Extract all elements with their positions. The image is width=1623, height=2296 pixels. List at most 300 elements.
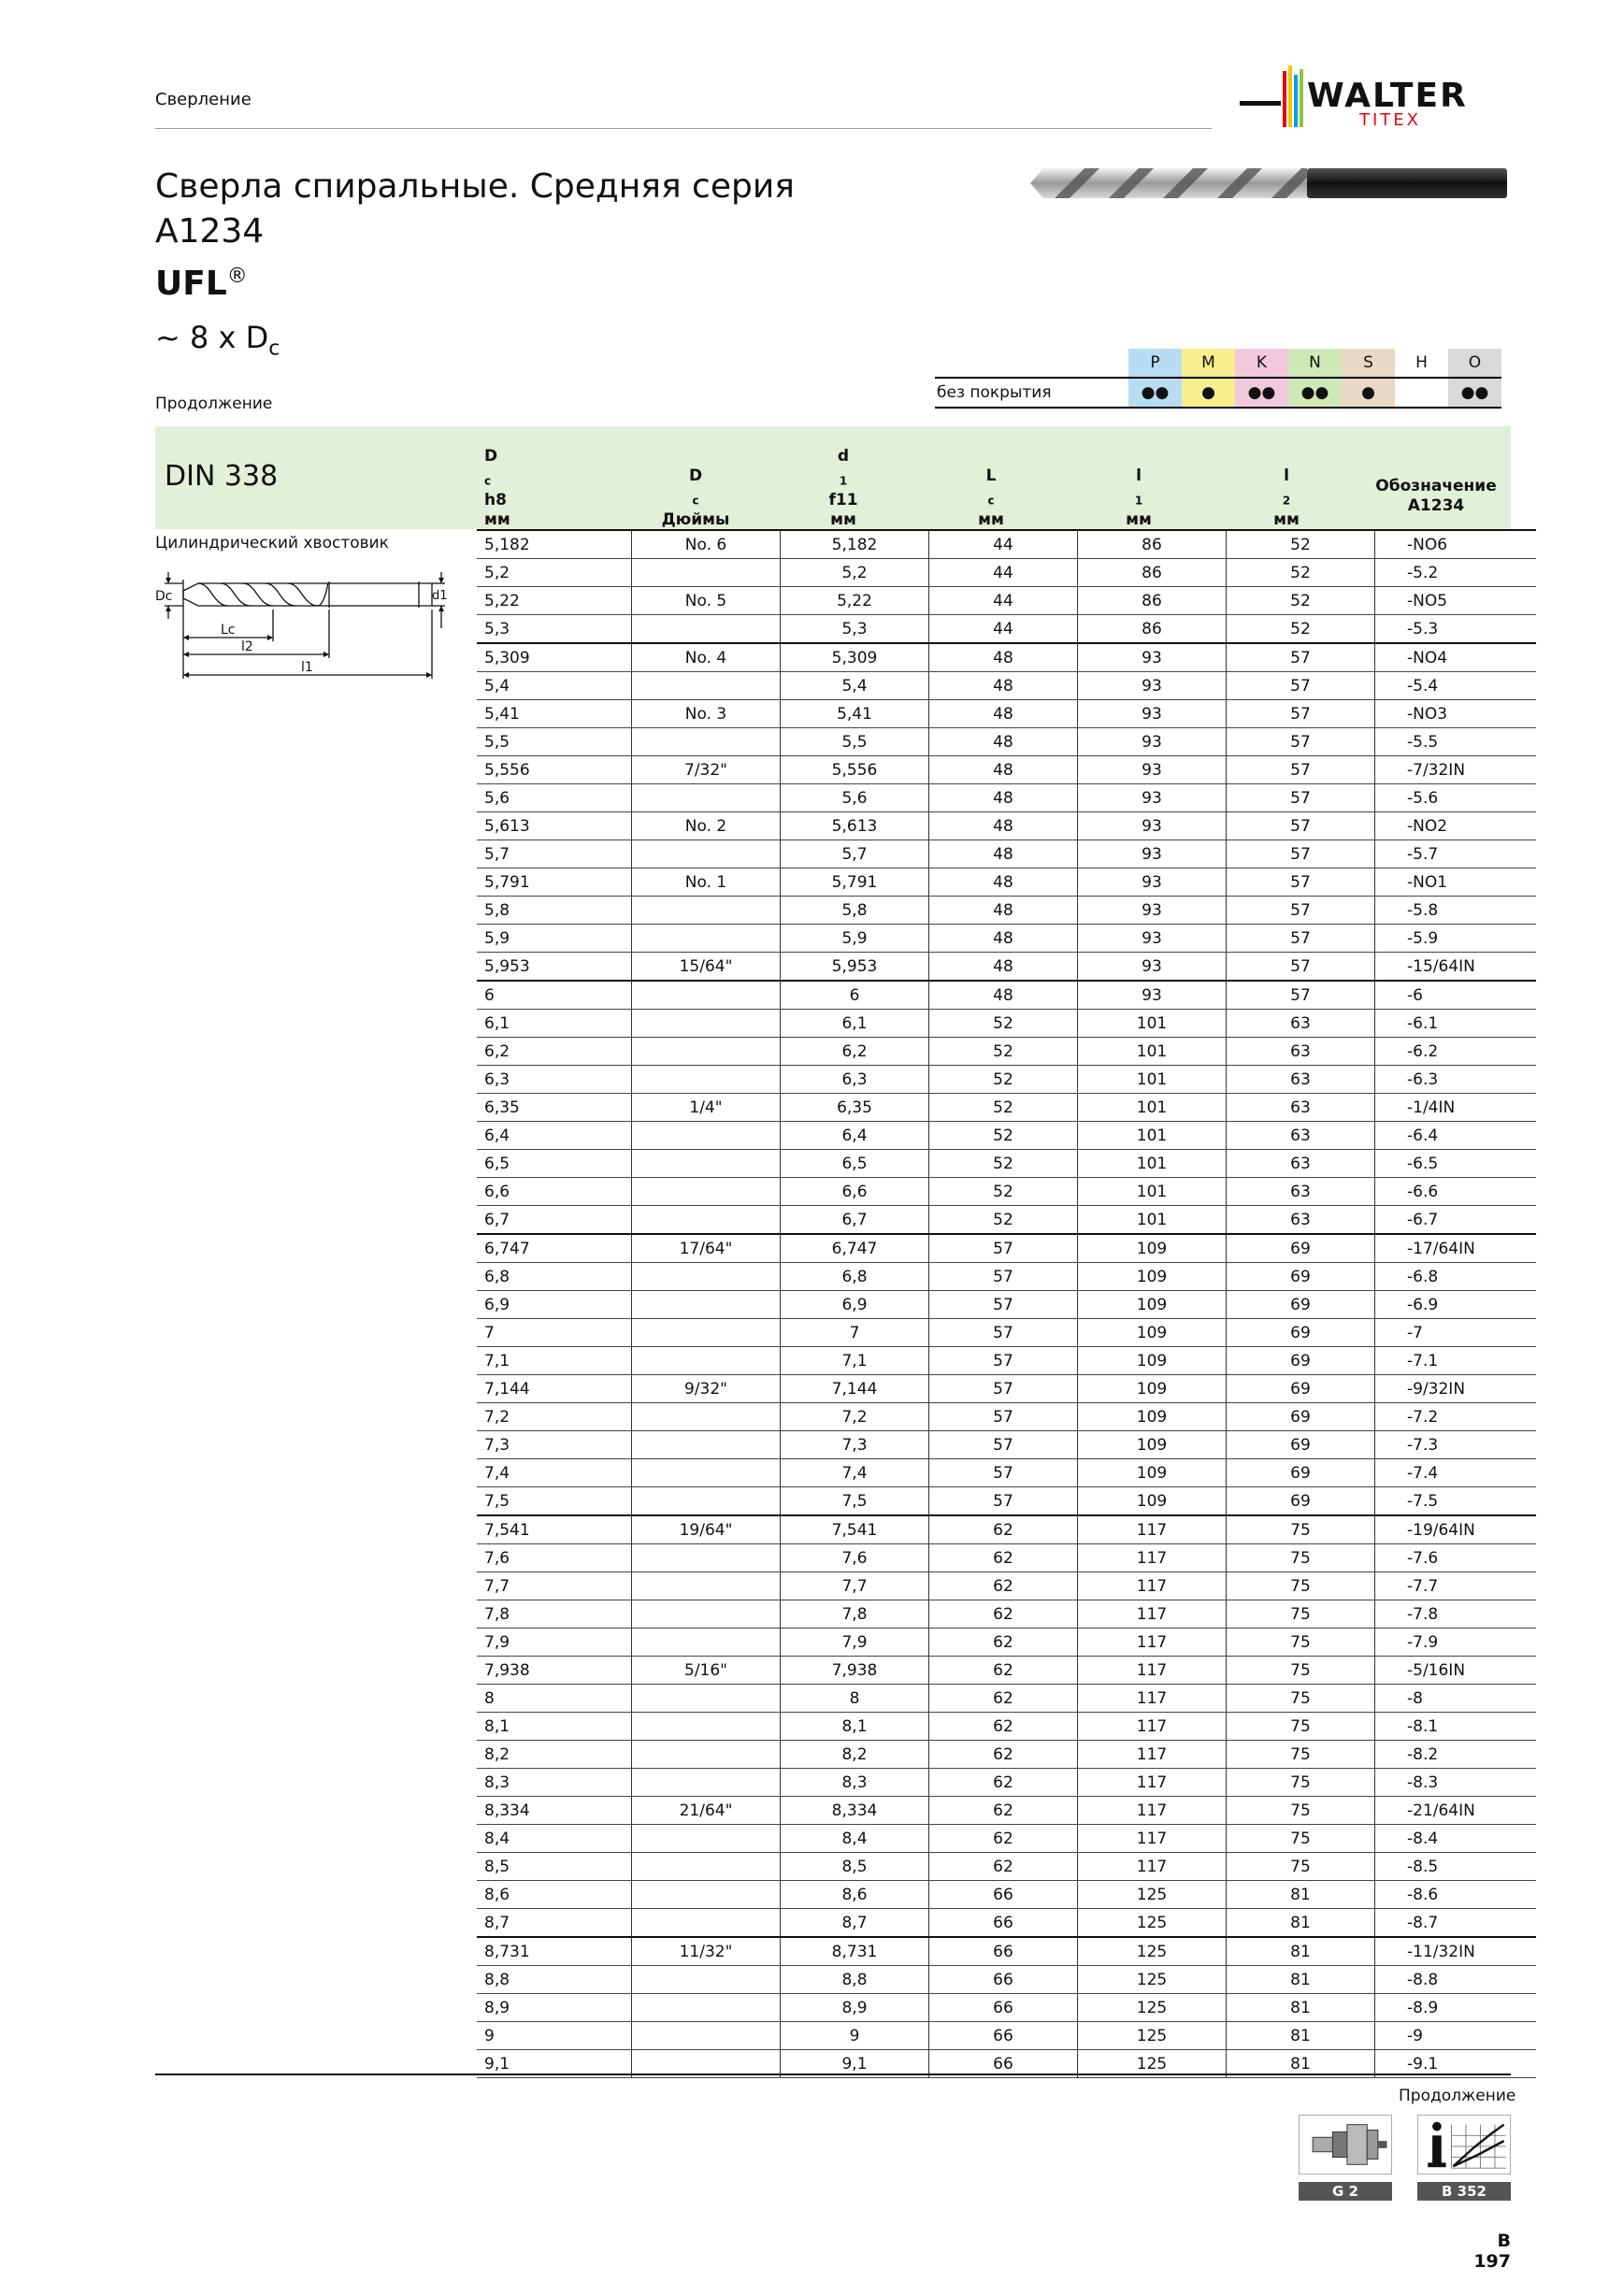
table-cell: 21/64" [632,1797,781,1825]
table-row [477,700,1536,728]
table-cell: 5,3 [477,615,632,644]
table-cell: 8,4 [477,1825,632,1853]
table-cell: 57 [929,1234,1078,1263]
table-cell: 5,613 [477,812,632,840]
table-cell: 52 [929,1178,1078,1206]
table-cell: 57 [929,1459,1078,1487]
table-cell: 7,541 [781,1515,929,1544]
table-cell [632,1544,781,1572]
rating-s: ● [1342,378,1395,408]
table-cell [632,925,781,953]
table-cell: 9/32" [632,1375,781,1403]
table-cell: 69 [1227,1347,1375,1375]
table-cell: 7,5 [477,1487,632,1516]
table-cell: 69 [1227,1291,1375,1319]
table-cell: 117 [1078,1600,1227,1629]
page-number: B 197 [1473,2231,1511,2272]
table-cell [632,981,781,1010]
table-cell [632,1403,781,1431]
table-cell [632,1685,781,1713]
table-row [477,897,1536,925]
ratio-text: ~ 8 x D [155,320,269,355]
table-cell: 57 [929,1347,1078,1375]
table-row [477,1544,1536,1572]
table-cell: 63 [1227,1010,1375,1038]
diagram-label-d1: d1 [432,589,448,603]
table-cell: 52 [929,1010,1078,1038]
table-cell: 48 [929,925,1078,953]
table-cell [632,1629,781,1657]
table-cell: 5,22 [477,587,632,615]
table-cell [632,1909,781,1938]
table-cell: 57 [1227,981,1375,1010]
table-cell: 66 [929,1909,1078,1938]
title-line-2: A1234 [155,212,265,251]
table-cell: 117 [1078,1713,1227,1741]
table-cell: 7/32" [632,756,781,784]
table-cell: 1/4" [632,1094,781,1122]
table-row [477,1150,1536,1178]
table-cell: -6.8 [1375,1263,1537,1291]
table-row [477,1572,1536,1600]
table-cell [632,1010,781,1038]
diagram-label-l1: l1 [301,660,313,675]
table-cell: 52 [929,1038,1078,1066]
table-cell: 7,3 [781,1431,929,1459]
table-cell: 52 [929,1122,1078,1150]
rating-o: ●● [1448,378,1501,408]
table-cell: 5,309 [477,643,632,672]
table-cell: 6,9 [477,1291,632,1319]
table-cell [632,1347,781,1375]
table-row [477,2022,1536,2050]
table-cell: 8,731 [477,1937,632,1966]
table-cell: 9,1 [477,2050,632,2078]
table-row [477,1010,1536,1038]
table-cell: 6,4 [477,1122,632,1150]
table-cell: 101 [1078,1038,1227,1066]
table-cell [632,1881,781,1909]
table-cell: 66 [929,2050,1078,2078]
diagram-label-lc: Lc [221,623,236,638]
table-cell [632,1966,781,1994]
table-cell [632,1122,781,1150]
table-cell: 101 [1078,1150,1227,1178]
table-cell: 8,7 [477,1909,632,1938]
table-cell: -6.1 [1375,1010,1537,1038]
table-cell: 7 [781,1319,929,1347]
page-title [155,165,795,307]
table-row [477,672,1536,700]
table-cell: 7,541 [477,1515,632,1544]
table-cell: 57 [1227,897,1375,925]
table-cell: 6,3 [781,1066,929,1094]
table-cell: -17/64IN [1375,1234,1537,1263]
table-row [477,1741,1536,1769]
table-cell: 6,6 [781,1178,929,1206]
table-cell: 93 [1078,981,1227,1010]
table-cell: 6,5 [781,1150,929,1178]
material-group-k: K [1235,349,1288,378]
material-group-n: N [1288,349,1342,378]
table-cell [632,1713,781,1741]
table-cell: 8,6 [781,1881,929,1909]
table-cell: 52 [1227,559,1375,587]
table-cell: -8.3 [1375,1769,1537,1797]
table-cell: -7.8 [1375,1600,1537,1629]
table-cell: 7,9 [781,1629,929,1657]
table-row [477,1263,1536,1291]
table-row [477,1431,1536,1459]
table-cell: 109 [1078,1431,1227,1459]
table-cell: 48 [929,897,1078,925]
table-cell: -5.7 [1375,840,1537,868]
table-cell [632,1263,781,1291]
table-cell: -7/32IN [1375,756,1537,784]
table-cell: 66 [929,1966,1078,1994]
table-cell: 57 [929,1403,1078,1431]
table-row [477,1825,1536,1853]
header-l2: l $_2$ мм [1273,466,1300,530]
table-cell: 5,7 [477,840,632,868]
table-cell [632,784,781,812]
table-cell: 7,9 [477,1629,632,1657]
section-label: Сверление [155,90,251,109]
table-cell: 125 [1078,1937,1227,1966]
table-cell: 5,6 [477,784,632,812]
table-cell: 6,7 [781,1206,929,1235]
table-cell: -7.6 [1375,1544,1537,1572]
table-cell: -6.9 [1375,1291,1537,1319]
table-cell: 48 [929,981,1078,1010]
table-cell: 62 [929,1657,1078,1685]
header-dc-h8: D $_c$ h8 мм [484,447,510,530]
table-cell: -8.1 [1375,1713,1537,1741]
table-cell: 75 [1227,1657,1375,1685]
table-cell: -9.1 [1375,2050,1537,2078]
table-cell: -6.5 [1375,1150,1537,1178]
table-cell: 75 [1227,1769,1375,1797]
table-cell: 117 [1078,1629,1227,1657]
table-cell: -8.5 [1375,1853,1537,1881]
table-cell: 62 [929,1515,1078,1544]
table-cell [632,1459,781,1487]
table-cell: 17/64" [632,1234,781,1263]
table-cell: 57 [929,1431,1078,1459]
table-cell: 48 [929,812,1078,840]
table-cell: 48 [929,728,1078,756]
table-cell: 62 [929,1825,1078,1853]
table-cell [632,728,781,756]
table-cell: 7,1 [781,1347,929,1375]
table-row [477,1881,1536,1909]
table-cell: 57 [929,1291,1078,1319]
material-group-o: O [1448,349,1501,378]
table-cell: No. 5 [632,587,781,615]
table-cell: 8,5 [477,1853,632,1881]
rating-h [1395,378,1448,408]
table-row [477,1038,1536,1066]
table-cell: 75 [1227,1544,1375,1572]
table-row [477,1206,1536,1235]
table-cell: 8,5 [781,1853,929,1881]
table-cell: 5,41 [477,700,632,728]
table-cell: 125 [1078,1966,1227,1994]
table-cell: -5.5 [1375,728,1537,756]
table-cell: No. 2 [632,812,781,840]
table-cell: 117 [1078,1544,1227,1572]
table-row [477,868,1536,897]
table-cell: 8,1 [781,1713,929,1741]
table-cell: 6,3 [477,1066,632,1094]
table-cell [632,840,781,868]
table-cell: 6,747 [477,1234,632,1263]
table-cell: 62 [929,1853,1078,1881]
table-cell: 52 [1227,530,1375,559]
table-cell: -7.5 [1375,1487,1537,1516]
table-cell: -7.3 [1375,1431,1537,1459]
table-cell: 93 [1078,728,1227,756]
table-cell: 8,8 [781,1966,929,1994]
table-cell: 6,8 [477,1263,632,1291]
table-cell: 5,556 [781,756,929,784]
header-l1: l $_1$ мм [1126,466,1152,530]
length-ratio [155,320,280,360]
table-cell: 9 [477,2022,632,2050]
table-row [477,1797,1536,1825]
table-cell: 62 [929,1600,1078,1629]
table-cell: 81 [1227,1909,1375,1938]
table-cell: 109 [1078,1487,1227,1516]
table-cell: -9/32IN [1375,1375,1537,1403]
table-row [477,1487,1536,1516]
table-cell: -7 [1375,1319,1537,1347]
table-cell: 117 [1078,1797,1227,1825]
diagram-label-dc: Dc [155,589,173,604]
table-cell: 57 [1227,784,1375,812]
drill-dimension-diagram [155,572,454,703]
table-cell: 48 [929,953,1078,982]
table-cell: 93 [1078,812,1227,840]
table-row [477,1713,1536,1741]
reference-b352[interactable] [1417,2115,1511,2200]
rating-n: ●● [1288,378,1342,408]
table-cell: 93 [1078,756,1227,784]
table-cell: 8,334 [781,1797,929,1825]
table-cell [632,1994,781,2022]
table-cell: 7,7 [781,1572,929,1600]
table-cell: 7,2 [477,1403,632,1431]
table-cell: 5,9 [477,925,632,953]
table-cell: 5,5 [781,728,929,756]
table-cell: 69 [1227,1403,1375,1431]
table-cell: 57 [929,1319,1078,1347]
table-cell: 109 [1078,1263,1227,1291]
table-cell: 86 [1078,587,1227,615]
table-cell: 93 [1078,868,1227,897]
table-cell: 5,613 [781,812,929,840]
table-cell: 6,35 [477,1094,632,1122]
table-row [477,1459,1536,1487]
table-cell: 86 [1078,615,1227,644]
table-cell: 109 [1078,1375,1227,1403]
table-cell: 6 [781,981,929,1010]
table-cell [632,1572,781,1600]
table-cell: 75 [1227,1713,1375,1741]
table-cell: 8,4 [781,1825,929,1853]
title-line-3 [155,254,795,307]
table-cell: 5,182 [477,530,632,559]
table-cell: 5,8 [477,897,632,925]
table-cell: -5.9 [1375,925,1537,953]
table-cell: 57 [1227,840,1375,868]
tool-holder-icon [1299,2115,1392,2174]
table-cell: 75 [1227,1825,1375,1853]
table-cell: -5.3 [1375,615,1537,644]
table-row [477,981,1536,1010]
reference-tag-g2: G 2 [1299,2182,1392,2201]
table-row [477,643,1536,672]
table-cell: 63 [1227,1094,1375,1122]
table-cell: 93 [1078,925,1227,953]
table-cell [632,1206,781,1235]
table-cell: 7,4 [781,1459,929,1487]
table-cell: 8,6 [477,1881,632,1909]
table-cell: 101 [1078,1066,1227,1094]
table-cell: 5,2 [781,559,929,587]
table-cell [632,1825,781,1853]
table-cell: 48 [929,672,1078,700]
table-row [477,1347,1536,1375]
standard-label: DIN 338 [165,460,279,493]
table-cell: 7,144 [781,1375,929,1403]
header-designation: Обозначение A1234 [1375,477,1497,515]
table-cell: -NO6 [1375,530,1537,559]
table-cell: -NO2 [1375,812,1537,840]
table-row [477,1853,1536,1881]
table-cell: -8.9 [1375,1994,1537,2022]
title-line-1: Сверла спиральные. Средняя серия [155,167,795,206]
table-cell: 6,6 [477,1178,632,1206]
table-cell: 101 [1078,1178,1227,1206]
table-cell: 57 [1227,643,1375,672]
table-cell: 75 [1227,1853,1375,1881]
table-row [477,1066,1536,1094]
table-cell [632,1150,781,1178]
table-cell: 7 [477,1319,632,1347]
table-row [477,1657,1536,1685]
table-cell [632,1487,781,1516]
rating-k: ●● [1235,378,1288,408]
table-row [477,728,1536,756]
table-cell: 75 [1227,1600,1375,1629]
table-cell: 7,8 [477,1600,632,1629]
table-cell: 63 [1227,1066,1375,1094]
table-cell: 109 [1078,1347,1227,1375]
table-cell: 6,35 [781,1094,929,1122]
table-cell: 63 [1227,1122,1375,1150]
table-cell: 69 [1227,1319,1375,1347]
table-cell: 6 [477,981,632,1010]
table-row [477,615,1536,644]
table-cell: 9 [781,2022,929,2050]
table-cell: 62 [929,1544,1078,1572]
table-cell: 101 [1078,1206,1227,1235]
table-cell: 8 [477,1685,632,1713]
table-cell: No. 1 [632,868,781,897]
table-cell: 44 [929,559,1078,587]
table-cell: 6,2 [781,1038,929,1066]
table-cell: 48 [929,643,1078,672]
table-cell: 69 [1227,1459,1375,1487]
table-cell: No. 3 [632,700,781,728]
table-cell [632,1038,781,1066]
table-cell: 8 [781,1685,929,1713]
reference-g2[interactable] [1299,2115,1392,2200]
table-cell [632,1178,781,1206]
table-cell: -NO4 [1375,643,1537,672]
table-cell: 5,309 [781,643,929,672]
table-cell: 93 [1078,897,1227,925]
table-cell: 66 [929,1937,1078,1966]
table-row [477,1600,1536,1629]
table-row [477,1319,1536,1347]
dimension-table [477,529,1536,2078]
table-cell: 62 [929,1741,1078,1769]
table-cell: 117 [1078,1741,1227,1769]
table-cell: 52 [929,1066,1078,1094]
divider [155,2074,1511,2075]
table-cell: 44 [929,530,1078,559]
table-cell: 7,6 [477,1544,632,1572]
table-cell: -7.4 [1375,1459,1537,1487]
table-cell: 52 [1227,587,1375,615]
table-cell [632,1319,781,1347]
product-name: UFL [155,265,227,303]
table-row [477,1122,1536,1150]
table-cell: 93 [1078,840,1227,868]
table-cell: 8,3 [477,1769,632,1797]
table-cell: 7,938 [477,1657,632,1685]
table-cell: 62 [929,1713,1078,1741]
table-cell: 81 [1227,1966,1375,1994]
table-cell: 6,747 [781,1234,929,1263]
table-cell: 5,3 [781,615,929,644]
table-cell: 101 [1078,1010,1227,1038]
table-cell: 6,8 [781,1263,929,1291]
table-cell: 5,4 [781,672,929,700]
table-cell: -8.4 [1375,1825,1537,1853]
table-cell [632,897,781,925]
table-cell: 5,953 [781,953,929,982]
continued-label: Продолжение [155,395,273,413]
table-cell: -6.3 [1375,1066,1537,1094]
table-cell: 125 [1078,2022,1227,2050]
material-group-m: M [1182,349,1235,378]
table-cell: 7,6 [781,1544,929,1572]
table-row [477,925,1536,953]
table-cell: 8,8 [477,1966,632,1994]
table-cell: 81 [1227,1881,1375,1909]
table-cell [632,1741,781,1769]
table-cell: -8.2 [1375,1741,1537,1769]
table-cell: 62 [929,1685,1078,1713]
table-cell [632,559,781,587]
table-row [477,1515,1536,1544]
table-cell: 6,1 [781,1010,929,1038]
table-row [477,1094,1536,1122]
table-cell: 8,9 [781,1994,929,2022]
